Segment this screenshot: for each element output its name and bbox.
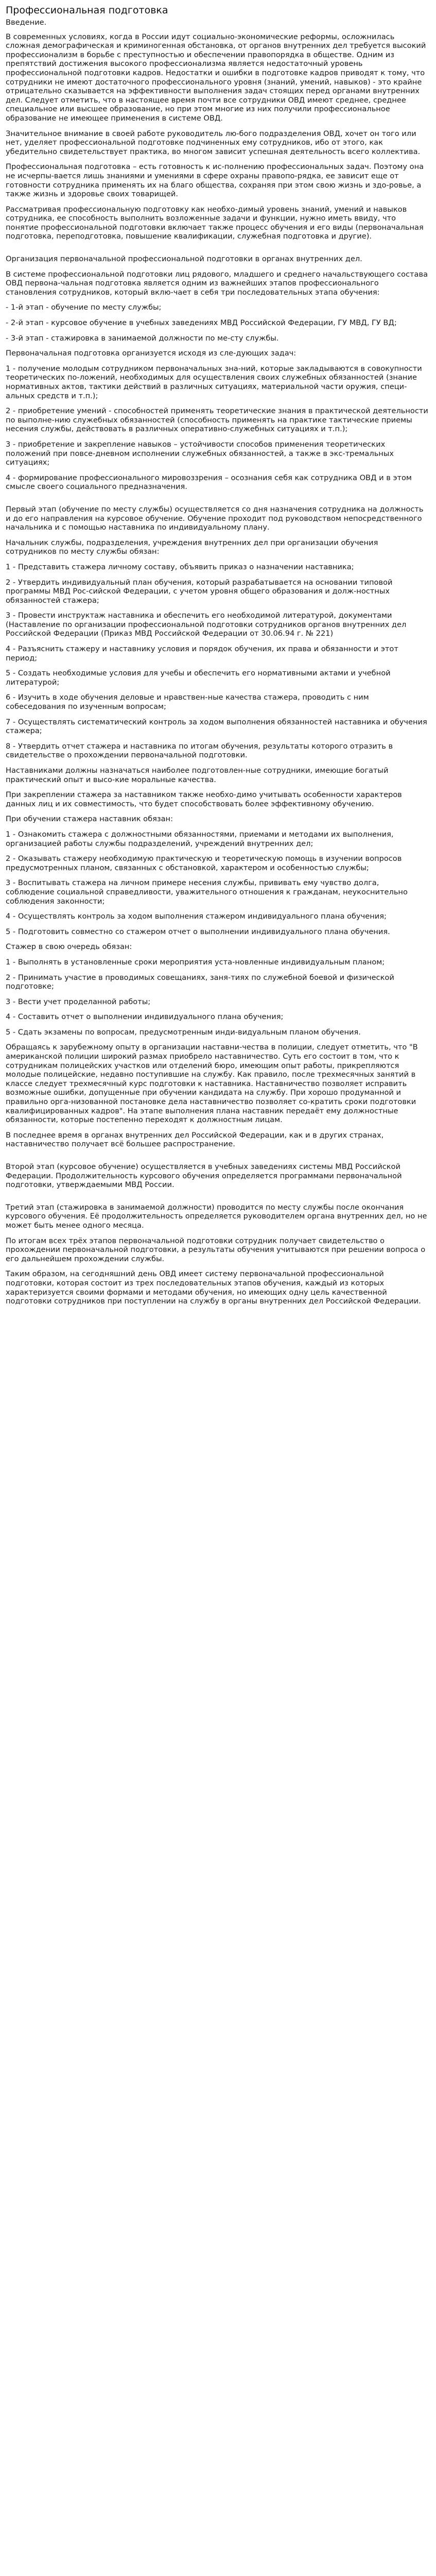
paragraph: Второй этап (курсовое обучение) осуществляется в учебных заведениях системы МВД Российской Федерации. Продолжительность курсового обучения определяется программами первоначальной подготовки, утверждаемыми МВД России. <box>6 1162 402 1190</box>
paragraph: Стажер в свою очередь обязан: <box>6 942 132 952</box>
paragraph: 5 - Создать необходимые условия для учебы и обеспечить его нормативными актами и учебной литературой; <box>6 669 391 687</box>
paragraph: В современных условиях, когда в России идут социально-экономические реформы, осложнилась сложная демографическая и криминогенная обстановка, от органов внутренних дел требуется высокий профессионализм в борьбе с преступностью и обеспечении правопорядка в обществе. Одним из препятствий достижения высокого профессионализма является недостаточный уровень профессиональной подготовки кадров. Недостатки и ошибки в подготовке кадров приводят к тому, что сотрудники не имеют достаточного профессионального уровня (знаний, умений, навыков) - это крайне отрицательно сказывается на эффективности выполнения задач стоящих перед органами внутренних дел. Следует отметить, что в настоящее время почти все сотрудники ОВД имеют среднее, среднее специальное или высшее образование, но при этом многие из них получили профессиональное образование не имеющее применения в системе ОВД. <box>6 32 426 123</box>
page-subtitle: Введение. <box>6 18 47 27</box>
paragraph: Обращаясь к зарубежному опыту в организации наставни-чества в полиции, следует отметить, что "В американской полиции широкий размах приобрело наставничество. Суть его состоит в том, что к сотрудникам полицейских участков или отделений бюро, имеющим опыт работы, прикрепляются молодые полицейские, недавно поступившие на службу. Как правило, после трехмесячных занятий в классе следует трехмесячный курс подготовки к наставника. Наставничество позволяет исправить возможные ошибки, допущенные при обучении кандидата на службу. При хорошо продуманной и правильно орга-низованной постановке дела наставничество позволяет со-кратить сроки подготовки квалифицированных кадров". На этапе выполнения плана наставник передаёт ему должностные обязанности, которые постепенно переходят к должностным лицам. <box>6 1043 418 1125</box>
paragraph: Первый этап (обучение по месту службы) осуществляется со дня назначения сотрудника на должность и до его направления на курсовое обучение. Обучение проходит под руководством непосредственного начальника и с помощью наставника по индивидуальному плану. <box>6 504 424 532</box>
paragraph: - 2-й этап - курсовое обучение в учебных заведениях МВД Российской Федерации, ГУ МВД, ГУ ВД; <box>6 318 397 328</box>
paragraph: 6 - Изучить в ходе обучения деловые и нравствен-ные качества стажера, проводить с ним собеседования по изученным вопросам; <box>6 693 369 711</box>
paragraph: Рассматривая профессиональную подготовку как необхо-димый уровень знаний, умений и навыков сотрудника, ее способность выполнить возложенные задачи и функции, нужно иметь ввиду, что понятие профессиональной подготовки включает также процесс обучения и его виды (первоначальная подготовка, переподготовка, повышение квалификации, служебная подготовка и другие). <box>6 205 424 241</box>
paragraph: Организация первоначальной профессиональной подготовки в органах внутренних дел. <box>6 255 362 264</box>
paragraph: 3 - приобретение и закрепление навыков – устойчивости способов применения теоретических положений при повсе-дневном исполнении служебных обязанностей, а также в экс-тремальных ситуациях; <box>6 439 394 467</box>
paragraph: Первоначальная подготовка организуется исходя из сле-дующих задач: <box>6 349 297 358</box>
paragraph: 7 - Осуществлять систематический контроль за ходом выполнения обязанностей наставника и обучения стажера; <box>6 717 427 736</box>
paragraph: 3 - Воспитывать стажера на личном примере несения службы, прививать ему чувство долга, соблюдение социальной справедливости, уважительного отношения к гражданам, неукоснительно соблюдения законности; <box>6 878 408 906</box>
paragraph: При обучении стажера наставник обязан: <box>6 815 173 824</box>
paragraph: 4 - Осуществлять контроль за ходом выполнения стажером индивидуального плана обучения; <box>6 912 387 921</box>
paragraph: 1 - получение молодым сотрудником первоначальных зна-ний, которые закладываются в совокупности теоретических по-ложений, необходимых для осуществления своих служебных обязанностей (знание нормативных актов, тактики действий в различных ситуациях, материальной части оружия, специ-альных средств и т.п.); <box>6 364 422 400</box>
paragraph: - 3-й этап - стажировка в занимаемой должности по ме-сту службы. <box>6 333 279 343</box>
paragraph: Профессиональная подготовка – есть готовность к ис-полнению профессиональных задач. Поэтому она не исчерпы-вается лишь знаниями и умениями в сфере охраны правопо-рядка, ее зависит еще от готовности сотрудника применять их на благо общества, сохраняя при этом свою жизнь и здо-ровье, а также жизнь и здоровье своих товарищей. <box>6 162 424 199</box>
paragraph: 5 - Сдать экзамены по вопросам, предусмотренным инди-видуальным планом обучения. <box>6 1027 361 1037</box>
paragraph: 2 - приобретение умений - способностей применять теоретические знания в практической деятельности по выполне-нию служебных обязанностей (способность применять на практике тактические приемы несения службы, действовать в различных оперативно-служебных ситуациях и т.п.); <box>6 406 428 434</box>
article-body <box>6 32 430 1306</box>
paragraph: Таким образом, на сегодняшний день ОВД имеет систему первоначальной профессиональной подготовки, которая состоит из трех последовательных этапов обучения, каждый из которых характеризуется своими формами и методами обучения, но имеющих одну цель качественной подготовки сотрудников при поступлении на службу в органы внутренних дел Российской Федерации. <box>6 1269 421 1306</box>
paragraph: 8 - Утвердить отчет стажера и наставника по итогам обучения, результаты которого отразить в свидетельстве о прохождении первоначальной подготовки. <box>6 741 393 760</box>
paragraph: 3 - Провести инструктаж наставника и обеспечить его необходимой литературой, документами (Наставление по организации профессиональной подготовки сотрудников органов внутренних дел Российской Федерации (Приказ МВД Российской Федерации от 30.06.94 г. № 221) <box>6 611 407 638</box>
paragraph: - 1-й этап - обучение по месту службы; <box>6 303 162 312</box>
paragraph: 2 - Утвердить индивидуальный план обучения, который разрабатывается на основании типовой программы МВД Рос-сийской Федерации, с учетом уровня общего образования и долж-ностных обязанностей стажера; <box>6 578 393 605</box>
paragraph: 4 - Разъяснить стажеру и наставнику условия и порядок обучения, их права и обязанности и этот период; <box>6 645 398 663</box>
paragraph: Значительное внимание в своей работе руководитель лю-бого подразделения ОВД, хочет он того или нет, уделяет профессиональной подготовке подчиненных ему сотрудников, ибо от этого, как убедительно свидетельствует практика, во многом зависит успешная деятельность всего коллектива. <box>6 129 421 156</box>
paragraph: При закреплении стажера за наставником также необхо-димо учитывать особенности характеров данных лиц и их совместимость, что будет способствовать более эффективному обучению. <box>6 790 402 808</box>
paragraph: По итогам всех трёх этапов первоначальной подготовки сотрудник получает свидетельство о прохождении первоначальной подготовки, а результаты обучения учитываются при решении вопроса о его дальнейшем прохождении службы. <box>6 1236 426 1263</box>
paragraph: Начальник службы, подразделения, учреждения внутренних дел при организации обучения сотрудников по месту службы обязан: <box>6 538 378 556</box>
paragraph: 4 - формирование профессионального мировоззрения – осознания себя как сотрудника ОВД и в этом смысле своего социального предназначения. <box>6 473 412 492</box>
paragraph: 3 - Вести учет проделанной работы; <box>6 997 151 1006</box>
paragraph: 4 - Составить отчет о выполнении индивидуального плана обучения; <box>6 1012 284 1022</box>
paragraph: 1 - Представить стажера личному составу, объявить приказ о назначении наставника; <box>6 562 354 571</box>
page-title: Профессиональная подготовка <box>6 5 168 16</box>
paragraph: В системе профессиональной подготовки лиц рядового, младшего и среднего начальствующего состава ОВД первона-чальная подготовка является одним из важнейших этапов профессионального становления сотрудников, который вклю-чает в себя три последовательных этапа обучения: <box>6 269 428 297</box>
paragraph: 1 - Ознакомить стажера с должностными обязанностями, приемами и методами их выполнения, организацией работы службы подразделений, учреждений внутренних дел; <box>6 829 394 848</box>
paragraph: 2 - Принимать участие в проводимых совещаниях, заня-тиях по служебной боевой и физической подготовке; <box>6 973 394 991</box>
paragraph: Наставниками должны назначаться наиболее подготовлен-ные сотрудники, имеющие богатый практический опыт и высо-кие моральные качества. <box>6 766 389 784</box>
paragraph: 2 - Оказывать стажеру необходимую практическую и теоретическую помощь в изучении вопросов предусмотренных планом, связанных с обстановкой, характером и особенностью службы; <box>6 854 402 872</box>
paragraph: 1 - Выполнять в установленные сроки мероприятия уста-новленные индивидуальным планом; <box>6 957 385 967</box>
paragraph: Третий этап (стажировка в занимаемой должности) проводится по месту службы после окончания курсового обучения. Её продолжительность определяется руководителем органа внутренних дел, но не может быть менее одного месяца. <box>6 1202 427 1230</box>
paragraph: В последнее время в органах внутренних дел Российской Федерации, как и в других странах, наставничество получает всё большее распространение. <box>6 1130 384 1149</box>
paragraph: 5 - Подготовить совместно со стажером отчет о выполнении индивидуального плана обучения. <box>6 927 390 936</box>
